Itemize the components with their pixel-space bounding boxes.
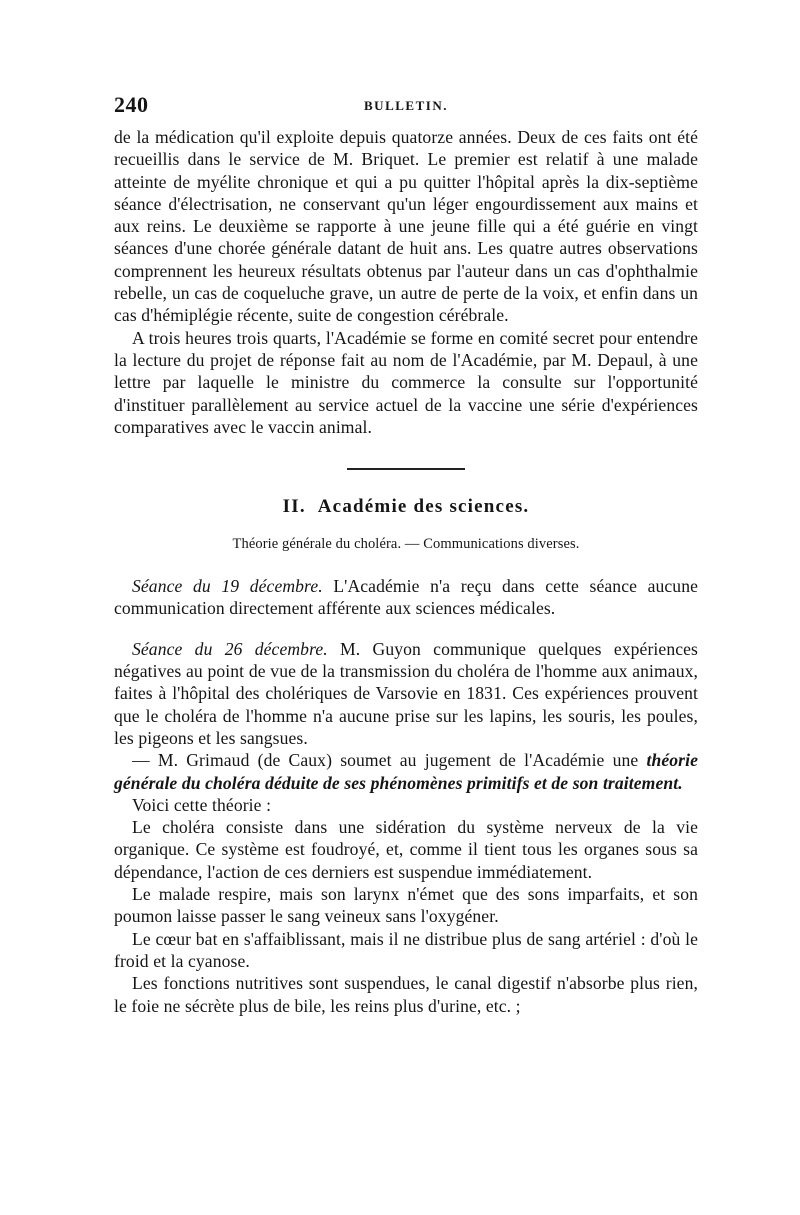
paragraph-seance-26	[114, 638, 698, 749]
paragraph-medication: de la médication qu'il exploite depuis quatorze années. Deux de ces faits ont été recueillis dans le service de M. Briquet. Le premier est relatif à une malade atteinte de myélite chronique et qui a pu quitter l'hôpital après la dix-septième séance d'électrisation, ne conservant qu'un léger engourdissement aux mains et aux reins. Le deuxième se rapporte à une jeune fille qui a été guérie en vingt séances d'une chorée générale datant de huit ans. Les quatre autres observations comprennent les heureux résultats obtenus par l'auteur dans un cas d'ophthalmie rebelle, un cas de coqueluche grave, un autre de perte de la voix, et enfin dans un cas d'hémiplégie récente, suite de congestion cérébrale.	[114, 127, 698, 326]
running-title: BULLETIN.	[364, 98, 448, 113]
grimaud-theory-title: théorie générale du choléra déduite de ses phénomènes primitifs et de son traitement.	[114, 750, 698, 793]
seance-19-text: L'Académie n'a reçu dans cette séance aucune communication directement afférente aux sciences médicales.	[114, 576, 699, 619]
seance-19-lead: Séance du 19 décembre.	[132, 576, 323, 597]
page-header	[114, 92, 698, 126]
paragraph-coeur: Le cœur bat en s'affaiblissant, mais il ne distribue plus de sang artériel : d'où le froid et la cyanose.	[114, 928, 698, 971]
paragraph-voici: Voici cette théorie :	[132, 794, 272, 815]
section-divider	[347, 468, 465, 470]
seance-26-text: M. Guyon communique quelques expériences négatives au point de vue de la transmission du choléra de l'homme aux animaux, faites à l'hôpital des cholériques de Varsovie en 1831. Ces expériences prouvent que le choléra de l'homme n'a aucune prise sur les lapins, les souris, les poules, les pigeons et les sangsues.	[114, 638, 698, 748]
section-numeral: II.	[282, 496, 306, 518]
book-page	[114, 92, 698, 1017]
section-title: Académie des sciences.	[317, 496, 530, 518]
paragraph-sideration: Le choléra consiste dans une sidération du système nerveux de la vie organique. Ce système est foudroyé, et, comme il tient tous les organes sous sa dépendance, l'action de ces derniers est suspendue immédiatement.	[114, 817, 698, 882]
section-heading	[114, 496, 698, 518]
paragraph-seance-19	[114, 575, 698, 620]
paragraph-comite-secret: A trois heures trois quarts, l'Académie se forme en comité secret pour entendre la lecture du projet de réponse fait au nom de l'Académie, par M. Depaul, à une lettre par laquelle le ministre du commerce la consulte sur l'opportunité d'instituer parallèlement au service actuel de la vaccine une série d'expériences comparatives avec le vaccin animal.	[114, 327, 698, 437]
grimaud-text: — M. Grimaud (de Caux) soumet au jugement de l'Académie une	[132, 750, 647, 771]
seance-26-lead: Séance du 26 décembre.	[132, 638, 328, 659]
paragraph-respiration: Le malade respire, mais son larynx n'émet que des sons imparfaits, et son poumon laisse passer le sang veineux sans l'oxygéner.	[114, 884, 698, 927]
page-number: 240	[114, 92, 149, 117]
paragraph-fonctions: Les fonctions nutritives sont suspendues, le canal digestif n'absorbe plus rien, le foie ne sécrète plus de bile, les reins plus d'urine, etc. ;	[114, 973, 698, 1016]
section-subtitle: Théorie générale du choléra. — Communications diverses.	[232, 536, 580, 553]
paragraph-grimaud	[114, 749, 698, 794]
